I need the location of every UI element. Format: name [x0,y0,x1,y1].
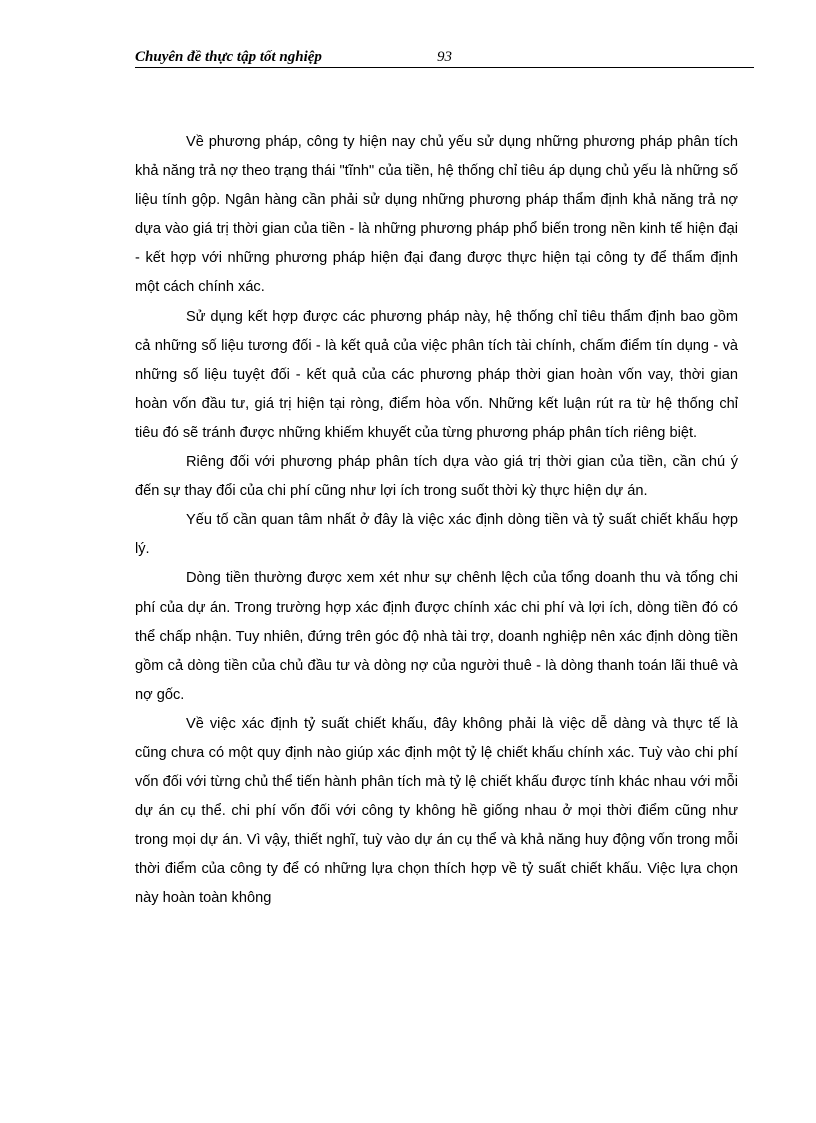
paragraph: Sử dụng kết hợp được các phương pháp này, hệ thống chỉ tiêu thẩm định bao gồm cả những số liệu tương đối - là kết quả của việc phân tích tài chính, chấm điểm tín dụng - và những số liệu tuyệt đối - kết quả của các phương pháp thời gian hoàn vốn vay, thời gian hoàn vốn đầu tư, giá trị hiện tại ròng, điểm hòa vốn. Những kết luận rút ra từ hệ thống chỉ tiêu đó sẽ tránh được những khiếm khuyết của từng phương pháp phân tích riêng biệt. [135,308,738,441]
paragraph: Riêng đối với phương pháp phân tích dựa vào giá trị thời gian của tiền, cần chú ý đến sự thay đổi của chi phí cũng như lợi ích trong suốt thời kỳ thực hiện dự án. [135,454,738,500]
document-body [135,128,738,914]
paragraph: Về việc xác định tỷ suất chiết khấu, đây không phải là việc dễ dàng và thực tế là cũng chưa có một quy định nào giúp xác định một tỷ lệ chiết khấu chính xác. Tuỳ vào chi phí vốn đối với từng chủ thể tiến hành phân tích mà tỷ lệ chiết khấu được tính khác nhau với mỗi dự án cụ thể. chi phí vốn đối với công ty không hề giống nhau ở mọi thời điểm cũng như trong mọi dự án. Vì vậy, thiết nghĩ, tuỳ vào dự án cụ thể và khả năng huy động vốn trong mỗi thời điểm của công ty để có những lựa chọn thích hợp về tỷ suất chiết khấu. Việc lựa chọn này hoàn toàn không [135,715,738,907]
paragraph: Yếu tố cần quan tâm nhất ở đây là việc xác định dòng tiền và tỷ suất chiết khấu hợp lý. [135,512,738,558]
header-title: Chuyên đề thực tập tốt nghiệp [135,49,322,65]
paragraph: Về phương pháp, công ty hiện nay chủ yếu sử dụng những phương pháp phân tích khả năng trả nợ theo trạng thái "tĩnh" của tiền, hệ thống chỉ tiêu áp dụng chủ yếu là những số liệu tính gộp. Ngân hàng cần phải sử dụng những phương pháp thẩm định khả năng trả nợ dựa vào giá trị thời gian của tiền - là những phương pháp phổ biến trong nền kinh tế hiện đại - kết hợp với những phương pháp hiện đại đang được thực hiện tại công ty để thẩm định một cách chính xác. [135,134,738,296]
page-header [135,49,754,68]
paragraph: Dòng tiền thường được xem xét như sự chênh lệch của tổng doanh thu và tổng chi phí của dự án. Trong trường hợp xác định được chính xác chi phí và lợi ích, dòng tiền đó có thể chấp nhận. Tuy nhiên, đứng trên góc độ nhà tài trợ, doanh nghiệp nên xác định dòng tiền gồm cả dòng tiền của chủ đầu tư và dòng nợ của người thuê - là dòng thanh toán lãi thuê và nợ gốc. [135,570,738,703]
page-number: 93 [437,49,452,65]
